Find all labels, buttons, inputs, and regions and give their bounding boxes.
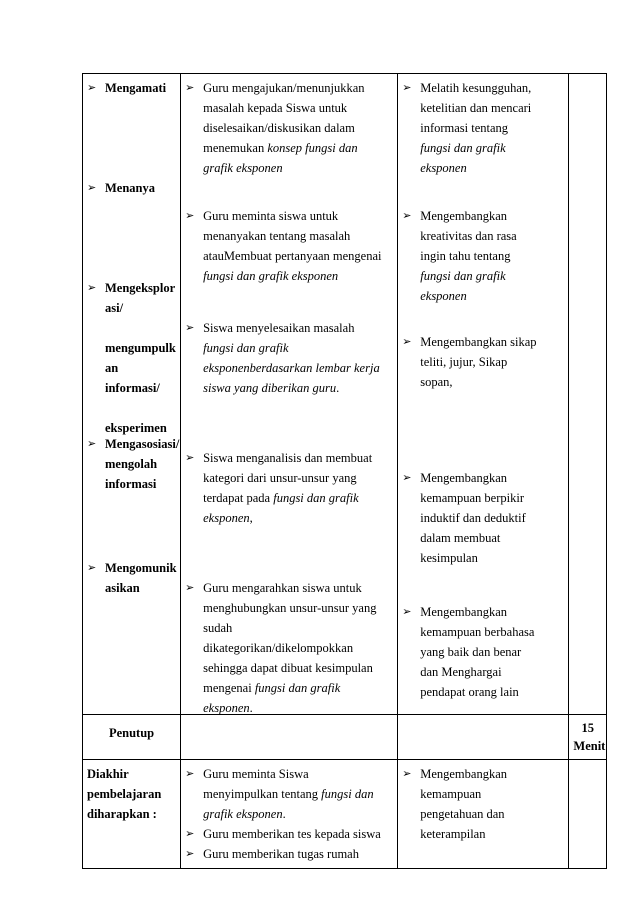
step-item-list xyxy=(87,434,180,494)
teacher-activity-section xyxy=(185,448,393,528)
value-item-line: eksponen xyxy=(420,289,467,303)
value-section xyxy=(402,78,564,178)
arrow-bullet-icon: ➢ xyxy=(185,81,195,94)
value-item-line: dalam membuat xyxy=(420,531,501,545)
value-item xyxy=(402,78,564,178)
penutup-time xyxy=(569,715,607,760)
closing-label xyxy=(83,760,181,869)
teacher-activity-item-line: Siswa menyelesaikan masalah xyxy=(203,321,355,335)
arrow-bullet-icon: ➢ xyxy=(402,335,412,348)
arrow-bullet-icon: ➢ xyxy=(185,847,195,860)
arrow-bullet-icon: ➢ xyxy=(185,827,195,840)
arrow-bullet-icon: ➢ xyxy=(185,321,195,334)
value-item-list xyxy=(402,206,564,306)
step-item-line: Menanya xyxy=(105,181,155,195)
step-item-line: Mengasosiasi/ xyxy=(105,437,180,451)
penutup-empty-2 xyxy=(398,715,569,760)
value-section xyxy=(402,332,564,392)
closing-teacher-item-line: menyimpulkan tentang fungsi dan xyxy=(203,787,374,801)
teacher-activity-item-line: siswa yang diberikan guru. xyxy=(203,381,340,395)
step-item xyxy=(87,434,180,494)
teacher-activity-item-line: sudah xyxy=(203,621,233,635)
teacher-activity-item xyxy=(185,578,393,718)
teacher-activity-item-line: atauMembuat pertanyaan mengenai xyxy=(203,249,382,263)
closing-teacher-item-list xyxy=(185,764,393,824)
value-item-line: kreativitas dan rasa xyxy=(420,229,517,243)
teacher-activity-item-line: menanyakan tentang masalah xyxy=(203,229,351,243)
teacher-activity-item-line: terdapat pada fungsi dan grafik xyxy=(203,491,359,505)
closing-teacher-item-line: Guru meminta Siswa xyxy=(203,767,309,781)
teacher-activity-item xyxy=(185,448,393,528)
step-item-list xyxy=(87,278,176,438)
step-item xyxy=(87,558,176,598)
value-item xyxy=(402,468,564,568)
teacher-activity-section xyxy=(185,578,393,718)
arrow-bullet-icon: ➢ xyxy=(402,767,412,780)
values-cell xyxy=(398,74,569,715)
penutup-row xyxy=(83,715,607,760)
closing-teacher-item xyxy=(185,824,393,844)
value-section xyxy=(402,468,564,568)
closing-teacher-cell xyxy=(181,760,398,869)
value-item-list xyxy=(402,78,564,178)
step-item-line: an informasi/ xyxy=(105,361,160,395)
step-item-list xyxy=(87,78,176,98)
closing-value-item-line: Mengembangkan xyxy=(420,767,507,781)
teacher-activities-cell xyxy=(181,74,398,715)
teacher-activity-item-line: eksponen. xyxy=(203,701,253,715)
value-item-line: fungsi dan grafik xyxy=(420,141,506,155)
value-item-list xyxy=(402,468,564,568)
teacher-activity-item xyxy=(185,318,393,398)
value-item-line: kemampuan berpikir xyxy=(420,491,525,505)
closing-label-line: Diakhir xyxy=(87,767,129,781)
closing-teacher-item-line: Guru memberikan tugas rumah xyxy=(203,847,359,861)
arrow-bullet-icon: ➢ xyxy=(185,767,195,780)
arrow-bullet-icon: ➢ xyxy=(87,437,97,450)
closing-value-item-line: pengetahuan dan xyxy=(420,807,505,821)
arrow-bullet-icon: ➢ xyxy=(87,181,97,194)
value-item-line: Mengembangkan xyxy=(420,605,507,619)
value-item-line: induktif dan deduktif xyxy=(420,511,526,525)
time-cell-empty xyxy=(569,74,607,715)
arrow-bullet-icon: ➢ xyxy=(402,471,412,484)
closing-teacher-item xyxy=(185,844,393,864)
step-item-list xyxy=(87,178,176,198)
penutup-empty-1 xyxy=(181,715,398,760)
activity-row xyxy=(83,74,607,715)
closing-teacher-item-line: Guru memberikan tes kepada siswa xyxy=(203,827,381,841)
closing-time-empty xyxy=(569,760,607,869)
teacher-activity-item-line: Guru mengajukan/menunjukkan xyxy=(203,81,365,95)
step-item-line: asi/ xyxy=(105,301,124,315)
teacher-activity-item-line: diselesaikan/diskusikan dalam xyxy=(203,121,355,135)
lesson-table xyxy=(82,73,607,869)
penutup-time-unit: Menit xyxy=(573,739,606,753)
teacher-activity-item-list xyxy=(185,78,393,178)
teacher-activity-item-line: menghubungkan unsur-unsur yang xyxy=(203,601,377,615)
teacher-activity-item-line: fungsi dan grafik xyxy=(203,341,289,355)
teacher-activity-item-line: mengenai fungsi dan grafik xyxy=(203,681,341,695)
arrow-bullet-icon: ➢ xyxy=(87,281,97,294)
value-item-line: informasi tentang xyxy=(420,121,509,135)
value-item-line: eksponen xyxy=(420,161,467,175)
closing-value-item-list xyxy=(402,764,564,844)
step-item-list xyxy=(87,558,176,598)
closing-teacher-item-line: grafik eksponen. xyxy=(203,807,286,821)
step-section xyxy=(87,558,176,598)
step-item-line: Mengomunik xyxy=(105,561,177,575)
value-item-line: ingin tahu tentang xyxy=(420,249,511,263)
arrow-bullet-icon: ➢ xyxy=(402,605,412,618)
value-item xyxy=(402,206,564,306)
step-item xyxy=(87,278,176,438)
closing-teacher-item xyxy=(185,764,393,824)
teacher-activity-item-list xyxy=(185,318,393,398)
closing-value-item-line: kemampuan xyxy=(420,787,482,801)
step-section xyxy=(87,178,176,198)
teacher-activity-item-line: menemukan konsep fungsi dan xyxy=(203,141,358,155)
teacher-activity-item-line: kategori dari unsur-unsur yang xyxy=(203,471,357,485)
step-section xyxy=(87,78,176,98)
value-item-list xyxy=(402,332,564,392)
value-section xyxy=(402,206,564,306)
value-item-line: ketelitian dan mencari xyxy=(420,101,532,115)
teacher-activity-item xyxy=(185,78,393,178)
teacher-activity-section xyxy=(185,206,393,286)
arrow-bullet-icon: ➢ xyxy=(185,209,195,222)
teacher-activity-item-line: sehingga dapat dibuat kesimpulan xyxy=(203,661,373,675)
arrow-bullet-icon: ➢ xyxy=(87,561,97,574)
step-section xyxy=(87,434,180,494)
value-item-line: teliti, jujur, Sikap xyxy=(420,355,508,369)
value-item-line: fungsi dan grafik xyxy=(420,269,506,283)
step-item xyxy=(87,178,176,198)
value-item-line: pendapat orang lain xyxy=(420,685,519,699)
step-section xyxy=(87,278,176,438)
closing-value-item-line: keterampilan xyxy=(420,827,486,841)
step-item-line xyxy=(105,318,176,338)
value-item-line: dan Menghargai xyxy=(420,665,502,679)
penutup-time-value: 15 xyxy=(581,721,594,735)
teacher-activity-section xyxy=(185,78,393,178)
value-item-line: Mengembangkan xyxy=(420,209,507,223)
closing-label-line: diharapkan : xyxy=(87,807,157,821)
teacher-activity-item-line: Guru mengarahkan siswa untuk xyxy=(203,581,362,595)
step-item-line: mengolah xyxy=(105,457,158,471)
arrow-bullet-icon: ➢ xyxy=(87,81,97,94)
closing-teacher-item-list xyxy=(185,844,393,864)
teacher-activity-item-line: dikategorikan/dikelompokkan xyxy=(203,641,354,655)
teacher-activity-item-line: eksponenberdasarkan lembar kerja xyxy=(203,361,380,375)
teacher-activity-item-line: grafik eksponen xyxy=(203,161,283,175)
arrow-bullet-icon: ➢ xyxy=(185,451,195,464)
value-item-list xyxy=(402,602,564,702)
closing-label-line: pembelajaran xyxy=(87,787,162,801)
value-item xyxy=(402,602,564,702)
closing-values-cell xyxy=(398,760,569,869)
penutup-label: Penutup xyxy=(83,715,181,760)
arrow-bullet-icon: ➢ xyxy=(185,581,195,594)
value-item-line: Mengembangkan sikap xyxy=(420,335,537,349)
step-item-line: asikan xyxy=(105,581,140,595)
value-item-line: yang baik dan benar xyxy=(420,645,522,659)
teacher-activity-item-line: Guru meminta siswa untuk xyxy=(203,209,339,223)
step-item-line: mengumpulk xyxy=(105,341,176,355)
arrow-bullet-icon: ➢ xyxy=(402,81,412,94)
closing-teacher-item-list xyxy=(185,824,393,844)
teacher-activity-item-line: Siswa menganalisis dan membuat xyxy=(203,451,373,465)
teacher-activity-item-line: eksponen, xyxy=(203,511,253,525)
value-item-line: sopan, xyxy=(420,375,453,389)
step-item-line xyxy=(105,398,176,418)
step-item-line: eksperimen xyxy=(105,421,167,435)
teacher-activity-item-line: fungsi dan grafik eksponen xyxy=(203,269,339,283)
value-item-line: Mengembangkan xyxy=(420,471,507,485)
teacher-activity-item-list xyxy=(185,206,393,286)
step-item-line: Mengamati xyxy=(105,81,167,95)
step-item-line: Mengeksplor xyxy=(105,281,176,295)
teacher-activity-item-line: masalah kepada Siswa untuk xyxy=(203,101,348,115)
closing-row xyxy=(83,760,607,869)
closing-value-item xyxy=(402,764,564,844)
arrow-bullet-icon: ➢ xyxy=(402,209,412,222)
step-item-line: informasi xyxy=(105,477,157,491)
value-item xyxy=(402,332,564,392)
step-item xyxy=(87,78,176,98)
value-item-line: kesimpulan xyxy=(420,551,478,565)
teacher-activity-item-list xyxy=(185,578,393,718)
teacher-activity-item xyxy=(185,206,393,286)
value-item-line: Melatih kesungguhan, xyxy=(420,81,532,95)
steps-cell xyxy=(83,74,181,715)
teacher-activity-item-list xyxy=(185,448,393,528)
teacher-activity-section xyxy=(185,318,393,398)
value-item-line: kemampuan berbahasa xyxy=(420,625,535,639)
value-section xyxy=(402,602,564,702)
